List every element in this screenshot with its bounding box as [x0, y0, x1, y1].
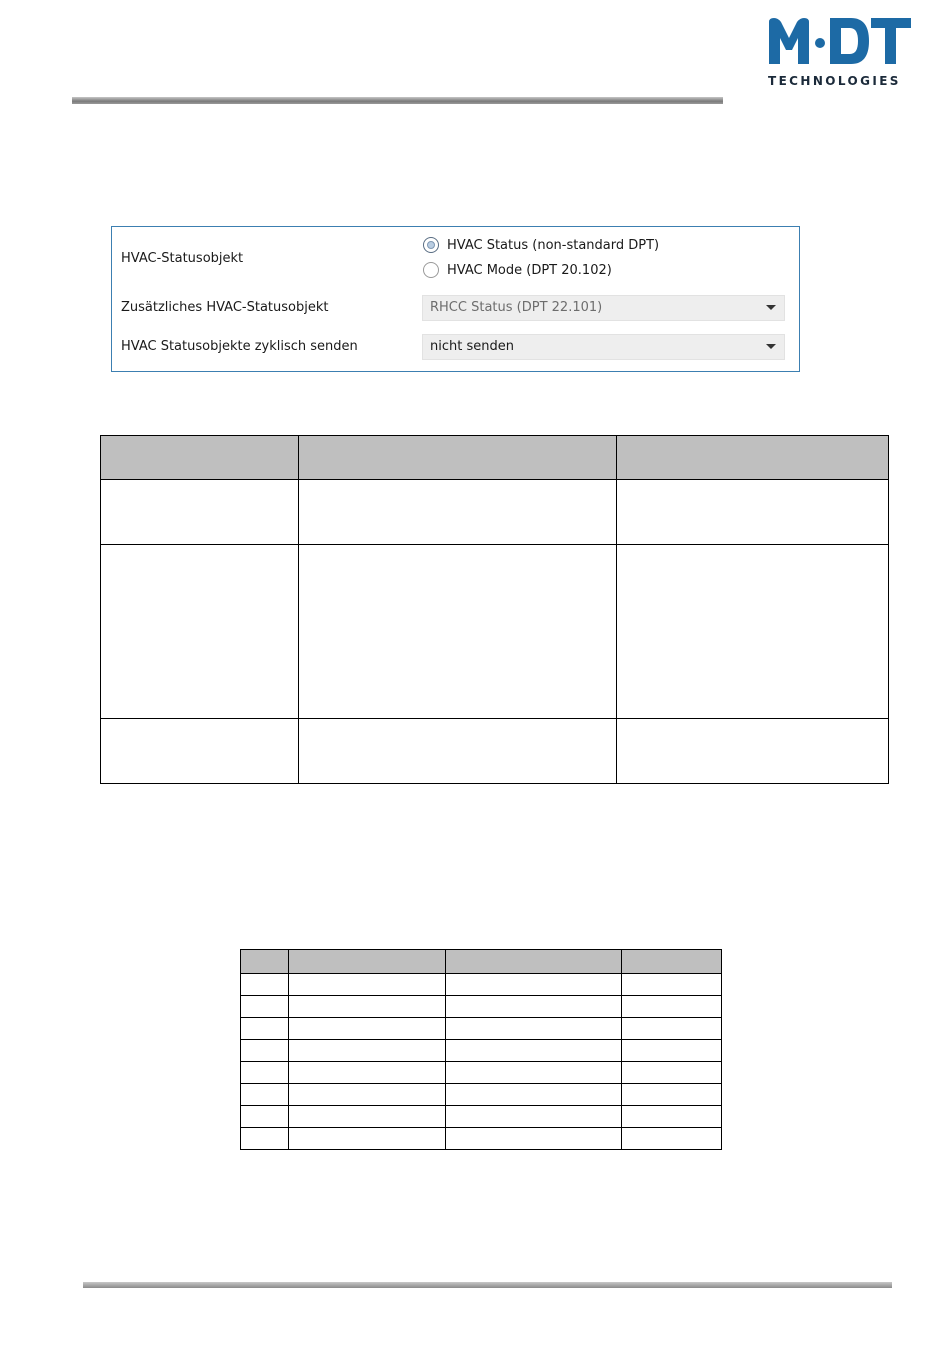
table-cell: [622, 1040, 722, 1062]
table-cell: [289, 1106, 446, 1128]
table-row: [241, 1106, 722, 1128]
table-cell: [622, 1106, 722, 1128]
cyclic-send-select[interactable]: [422, 334, 785, 360]
select-value: RHCC Status (DPT 22.101): [430, 300, 603, 315]
table-header-cell: [446, 950, 622, 974]
table-cell: [617, 719, 889, 784]
additional-hvac-status-select[interactable]: [422, 295, 785, 321]
table-cell: [241, 974, 289, 996]
radio-hvac-status[interactable]: [423, 237, 659, 253]
table-row: [241, 1084, 722, 1106]
hvac-settings-panel: [111, 226, 800, 372]
table-cell: [241, 1062, 289, 1084]
table-cell: [446, 1106, 622, 1128]
cyclic-send-label: HVAC Statusobjekte zyklisch senden: [121, 339, 358, 354]
table-row: [241, 996, 722, 1018]
table-cell: [289, 1062, 446, 1084]
radio-label-hvac-status: HVAC Status (non-standard DPT): [447, 237, 660, 253]
table-cell: [617, 480, 889, 545]
table-header-cell: [241, 950, 289, 974]
radio-button-checked[interactable]: [423, 237, 439, 253]
table-cell: [241, 996, 289, 1018]
table-row: [241, 1018, 722, 1040]
chevron-down-icon[interactable]: [766, 305, 776, 310]
table-row: [241, 1062, 722, 1084]
table-cell: [241, 1084, 289, 1106]
table-cell: [622, 1084, 722, 1106]
table-header-cell: [289, 950, 446, 974]
table-cell: [289, 1128, 446, 1150]
parameter-table: [100, 435, 889, 784]
table-cell: [101, 545, 299, 719]
mdt-logo: [765, 16, 915, 90]
table-row: [101, 480, 889, 545]
table-cell: [289, 1084, 446, 1106]
table-cell: [622, 974, 722, 996]
table-header-cell: [622, 950, 722, 974]
table-cell: [622, 996, 722, 1018]
table-row: [241, 974, 722, 996]
mdt-logo-mark: [765, 16, 915, 68]
hvac-status-object-label: HVAC-Statusobjekt: [121, 251, 244, 266]
logo-tagline: TECHNOLOGIES: [768, 74, 901, 88]
table-cell: [446, 1062, 622, 1084]
table-row: [241, 1040, 722, 1062]
chevron-down-icon[interactable]: [766, 344, 776, 349]
table-cell: [289, 974, 446, 996]
table-cell: [446, 1128, 622, 1150]
table-cell: [241, 1018, 289, 1040]
table-cell: [446, 996, 622, 1018]
table-header-row: [101, 436, 889, 480]
table-cell: [101, 480, 299, 545]
table-cell: [617, 545, 889, 719]
table-row: [241, 1128, 722, 1150]
table-cell: [622, 1128, 722, 1150]
footer-divider: [83, 1282, 892, 1288]
radio-label-hvac-mode: HVAC Mode (DPT 20.102): [447, 262, 612, 278]
additional-hvac-status-label: Zusätzliches HVAC-Statusobjekt: [121, 300, 329, 315]
table-header-cell: [299, 436, 617, 480]
table-cell: [241, 1106, 289, 1128]
header-divider: [72, 97, 723, 104]
table-cell: [622, 1018, 722, 1040]
select-value: nicht senden: [430, 339, 514, 354]
table-cell: [299, 480, 617, 545]
table-cell: [622, 1062, 722, 1084]
table-cell: [299, 545, 617, 719]
status-table: [240, 949, 722, 1150]
radio-button-unchecked[interactable]: [423, 262, 439, 278]
table-header-cell: [617, 436, 889, 480]
table-cell: [446, 1018, 622, 1040]
table-cell: [299, 719, 617, 784]
table-cell: [446, 974, 622, 996]
table-cell: [446, 1040, 622, 1062]
table-cell: [289, 996, 446, 1018]
table-cell: [241, 1040, 289, 1062]
table-row: [101, 545, 889, 719]
table-cell: [101, 719, 299, 784]
radio-hvac-mode[interactable]: [423, 262, 612, 278]
table-header-cell: [101, 436, 299, 480]
table-row: [101, 719, 889, 784]
table-cell: [289, 1040, 446, 1062]
table-cell: [289, 1018, 446, 1040]
table-cell: [241, 1128, 289, 1150]
table-cell: [446, 1084, 622, 1106]
table-header-row: [241, 950, 722, 974]
